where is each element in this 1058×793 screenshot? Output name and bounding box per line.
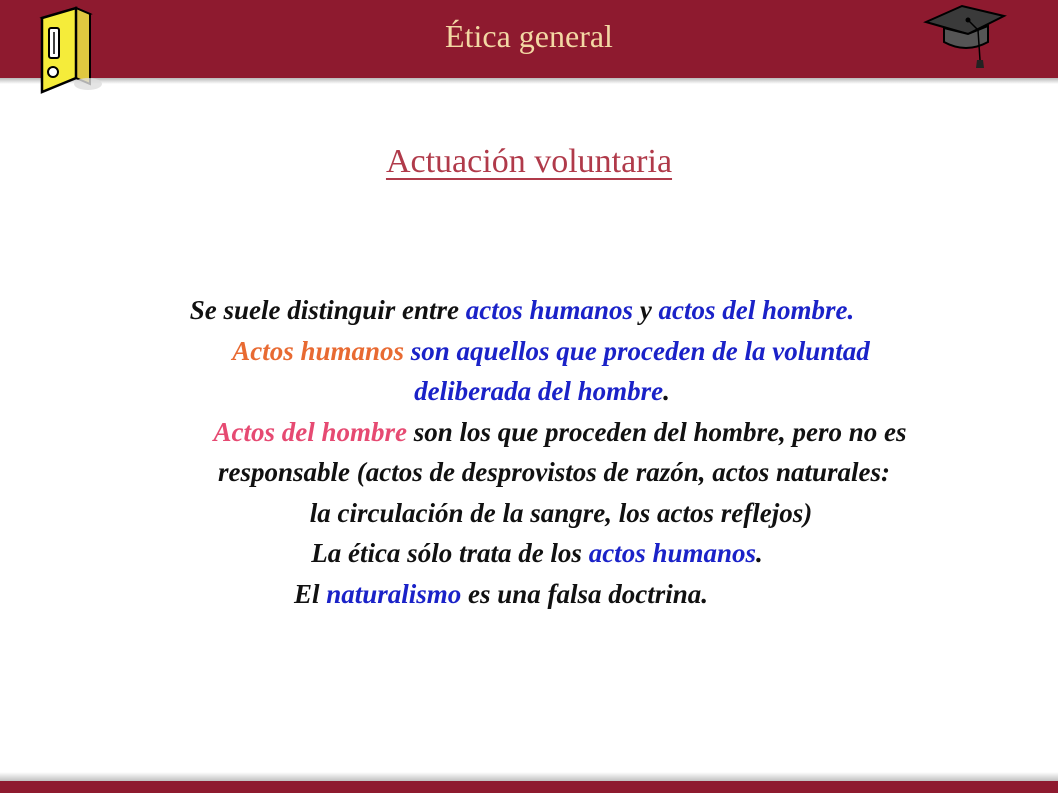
text-line-3 xyxy=(94,371,990,412)
term-actos-humanos-highlight: Actos humanos xyxy=(232,335,405,366)
text-segment: deliberada del hombre xyxy=(414,376,664,406)
term-actos-del-hombre: actos del hombre. xyxy=(658,295,855,325)
text-line-2 xyxy=(112,331,990,372)
body-paragraph xyxy=(90,290,990,614)
text-segment: La ética sólo trata de los xyxy=(311,538,589,568)
text-line-8 xyxy=(12,574,990,615)
text-segment: y xyxy=(633,295,659,325)
text-segment: son aquellos que proceden de la voluntad xyxy=(404,335,870,366)
header-title: Ética general xyxy=(445,18,613,54)
text-line-4 xyxy=(130,412,990,453)
footer-bar xyxy=(0,781,1058,793)
text-segment: Se suele distinguir entre xyxy=(189,295,466,325)
text-segment: . xyxy=(663,376,670,406)
graduation-cap-icon xyxy=(922,2,1008,74)
term-actos-del-hombre-highlight: Actos del hombre xyxy=(213,416,407,447)
term-naturalismo: naturalismo xyxy=(326,578,462,609)
term-actos-humanos: actos humanos xyxy=(588,538,757,568)
text-segment: son los que proceden del hombre, pero no es xyxy=(407,416,907,447)
text-segment: El xyxy=(293,578,327,609)
text-line-6: la circulación de la sangre, los actos reflejos) xyxy=(309,497,813,528)
text-line-1 xyxy=(54,290,990,331)
binder-icon xyxy=(32,4,104,100)
text-line-5: responsable (actos de desprovistos de razón, actos naturales: xyxy=(217,457,890,487)
text-segment: . xyxy=(756,538,763,568)
header-shadow xyxy=(0,78,1058,84)
text-segment: es una falsa doctrina. xyxy=(461,578,709,609)
term-actos-humanos: actos humanos xyxy=(465,295,634,325)
text-line-7 xyxy=(84,533,990,574)
slide-heading: Actuación voluntaria xyxy=(385,143,673,180)
footer-shadow xyxy=(0,772,1058,781)
